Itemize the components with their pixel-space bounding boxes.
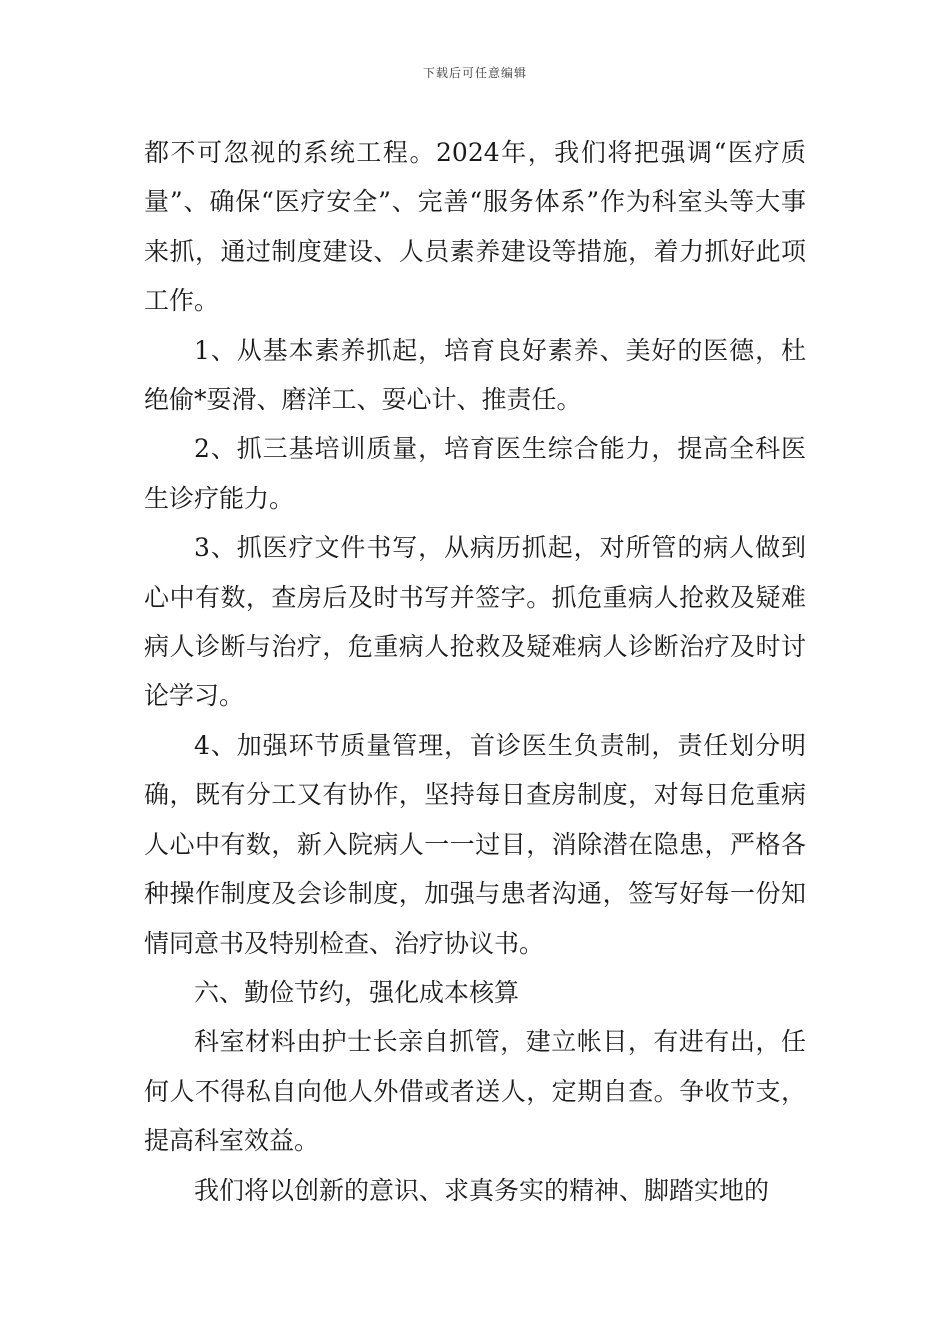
document-body	[144, 128, 806, 1215]
section-heading-six: 六、勤俭节约，强化成本核算	[194, 977, 520, 1007]
paragraph-item-1: 1、从基本素养抓起，培育良好素养、美好的医德，杜绝偷*耍滑、磨洋工、耍心计、推责任。	[144, 335, 806, 415]
paragraph-continuation: 都不可忽视的系统工程。2024年，我们将把强调“医疗质量”、确保“医疗安全”、完善“服务体系”作为科室头等大事来抓，通过制度建设、人员素养建设等措施，着力抓好此项工作。	[144, 138, 806, 316]
paragraph-item-4: 4、加强环节质量管理，首诊医生负责制，责任划分明确，既有分工又有协作，坚持每日查房制度，对每日危重病人心中有数，新入院病人一一过目，消除潜在隐患，严格各种操作制度及会诊制度，加强与患者沟通，签写好每一份知情同意书及特别检查、治疗协议书。	[144, 730, 806, 958]
paragraph-closing: 我们将以创新的意识、求真务实的精神、脚踏实地的	[194, 1175, 770, 1205]
paragraph-item-3: 3、抓医疗文件书写，从病历抓起，对所管的病人做到心中有数，查房后及时书写并签字。抓危重病人抢救及疑难病人诊断与治疗，危重病人抢救及疑难病人诊断治疗及时讨论学习。	[144, 533, 806, 711]
header-note: 下载后可任意编辑	[422, 66, 527, 80]
paragraph-item-2: 2、抓三基培训质量，培育医生综合能力，提高全科医生诊疗能力。	[144, 434, 806, 513]
paragraph-materials: 科室材料由护士长亲自抓管，建立帐目，有进有出，任何人不得私自向他人外借或者送人，定期自查。争收节支，提高科室效益。	[144, 1027, 806, 1156]
